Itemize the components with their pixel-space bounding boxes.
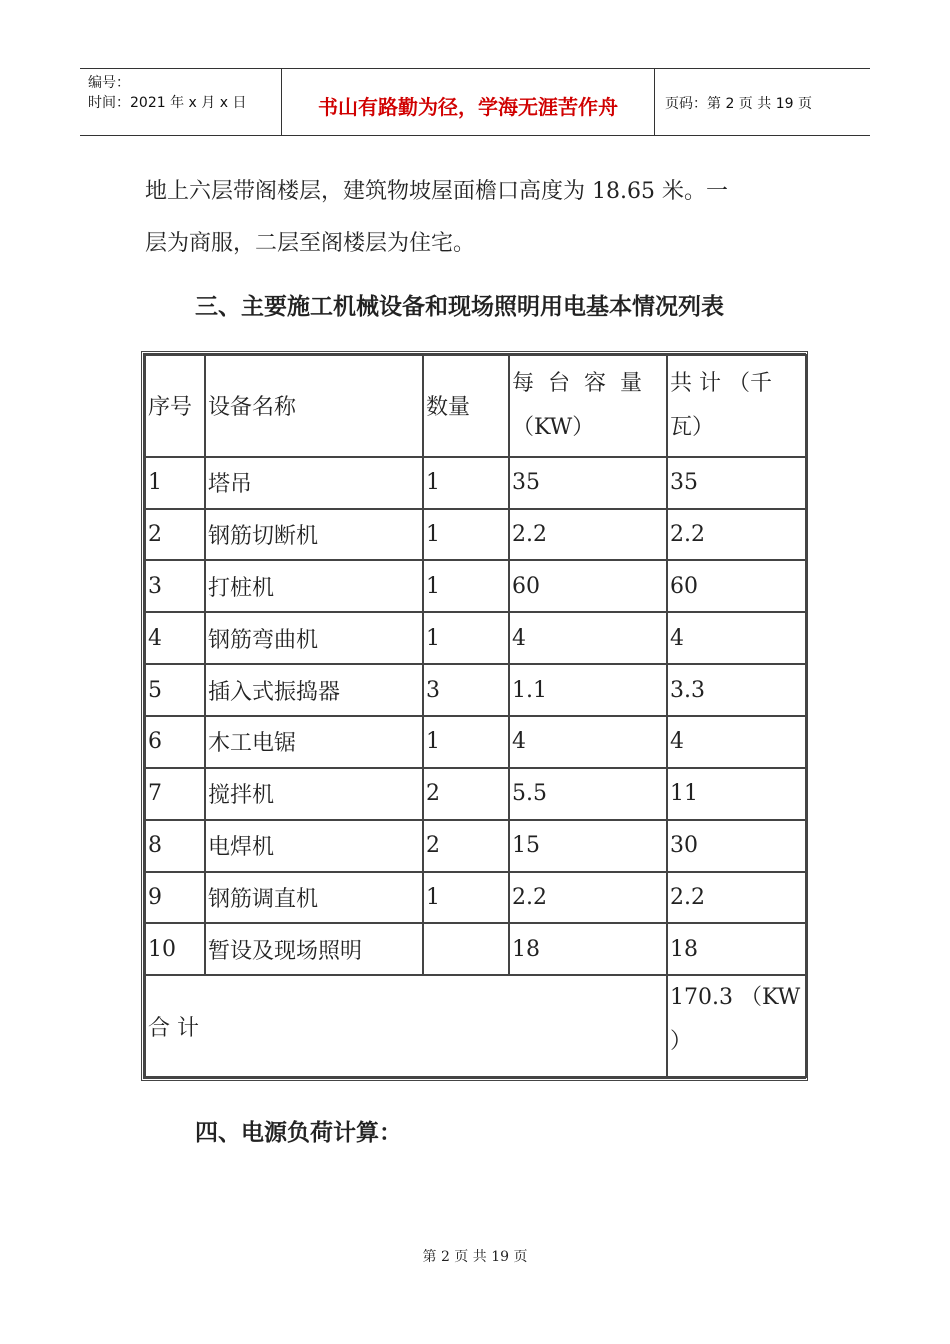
cell-seq: 7 — [145, 768, 205, 820]
header-time: 时间：2021 年 x 月 x 日 — [88, 95, 247, 111]
cell-qty: 1 — [423, 716, 509, 768]
page-header — [80, 68, 870, 136]
header-total — [667, 355, 806, 457]
header-seq: 序号 — [145, 355, 205, 457]
table-row — [145, 768, 806, 820]
table-row — [145, 820, 806, 872]
header-total-top: 共 计 （千 — [670, 370, 772, 396]
header-capacity-unit: （KW） — [512, 414, 595, 440]
cell-name: 钢筋切断机 — [205, 509, 423, 561]
header-name: 设备名称 — [205, 355, 423, 457]
cell-capacity: 2.2 — [509, 872, 667, 924]
table-row — [145, 664, 806, 716]
cell-capacity: 15 — [509, 820, 667, 872]
cell-seq: 1 — [145, 457, 205, 509]
header-capacity-top: 每台容量 — [512, 370, 657, 396]
cell-total: 2.2 — [667, 509, 806, 561]
cell-capacity: 2.2 — [509, 509, 667, 561]
cell-qty: 3 — [423, 664, 509, 716]
cell-seq: 8 — [145, 820, 205, 872]
cell-name: 钢筋调直机 — [205, 872, 423, 924]
cell-name: 钢筋弯曲机 — [205, 612, 423, 664]
total-value-bottom: ） — [670, 1029, 693, 1055]
cell-qty: 1 — [423, 872, 509, 924]
cell-capacity: 1.1 — [509, 664, 667, 716]
cell-name: 插入式振捣器 — [205, 664, 423, 716]
table-row — [145, 457, 806, 509]
cell-total: 60 — [667, 560, 806, 612]
cell-capacity: 35 — [509, 457, 667, 509]
header-motto: 书山有路勤为径，学海无涯苦作舟 — [318, 95, 618, 119]
table-row — [145, 872, 806, 924]
cell-total: 35 — [667, 457, 806, 509]
cell-name: 木工电锯 — [205, 716, 423, 768]
equipment-table — [141, 351, 808, 1081]
cell-seq: 3 — [145, 560, 205, 612]
cell-seq: 10 — [145, 923, 205, 975]
total-value-top: 170.3 （KW — [670, 985, 801, 1011]
cell-qty — [423, 923, 509, 975]
cell-total: 18 — [667, 923, 806, 975]
cell-seq: 4 — [145, 612, 205, 664]
table-row — [145, 560, 806, 612]
header-divider — [654, 69, 655, 136]
cell-name: 塔吊 — [205, 457, 423, 509]
table-row — [145, 923, 806, 975]
header-qty: 数量 — [423, 355, 509, 457]
table-row — [145, 716, 806, 768]
cell-seq: 5 — [145, 664, 205, 716]
cell-qty: 1 — [423, 560, 509, 612]
table-total-row — [145, 975, 806, 1077]
section-4-heading: 四、电源负荷计算： — [195, 1120, 402, 1146]
cell-qty: 1 — [423, 612, 509, 664]
cell-name: 电焊机 — [205, 820, 423, 872]
page-footer: 第 2 页 共 19 页 — [422, 1249, 528, 1265]
header-capacity — [509, 355, 667, 457]
cell-total: 30 — [667, 820, 806, 872]
paragraph-line: 层为商服，二层至阁楼层为住宅。 — [145, 231, 476, 256]
cell-seq: 6 — [145, 716, 205, 768]
cell-qty: 1 — [423, 457, 509, 509]
total-label: 合 计 — [145, 975, 667, 1077]
cell-total: 4 — [667, 716, 806, 768]
cell-qty: 2 — [423, 768, 509, 820]
cell-name: 打桩机 — [205, 560, 423, 612]
paragraph-line: 地上六层带阁楼层，建筑物坡屋面檐口高度为 18.65 米。一 — [145, 179, 728, 204]
cell-total: 3.3 — [667, 664, 806, 716]
cell-name: 搅拌机 — [205, 768, 423, 820]
section-3-heading: 三、主要施工机械设备和现场照明用电基本情况列表 — [195, 294, 724, 320]
cell-seq: 9 — [145, 872, 205, 924]
body-paragraph — [145, 166, 825, 270]
equipment-table-grid — [144, 354, 807, 1078]
cell-total: 11 — [667, 768, 806, 820]
header-number: 编号： — [88, 75, 130, 91]
cell-name: 暂设及现场照明 — [205, 923, 423, 975]
cell-total: 4 — [667, 612, 806, 664]
cell-capacity: 4 — [509, 612, 667, 664]
header-total-unit: 瓦） — [670, 414, 715, 440]
header-page-number: 页码：第 2 页 共 19 页 — [665, 96, 812, 112]
cell-capacity: 60 — [509, 560, 667, 612]
cell-capacity: 4 — [509, 716, 667, 768]
table-row — [145, 509, 806, 561]
table-header-row — [145, 355, 806, 457]
table-row — [145, 612, 806, 664]
header-meta — [88, 73, 246, 113]
cell-qty: 2 — [423, 820, 509, 872]
cell-qty: 1 — [423, 509, 509, 561]
cell-total: 2.2 — [667, 872, 806, 924]
cell-seq: 2 — [145, 509, 205, 561]
cell-capacity: 5.5 — [509, 768, 667, 820]
total-value — [667, 975, 806, 1077]
cell-capacity: 18 — [509, 923, 667, 975]
